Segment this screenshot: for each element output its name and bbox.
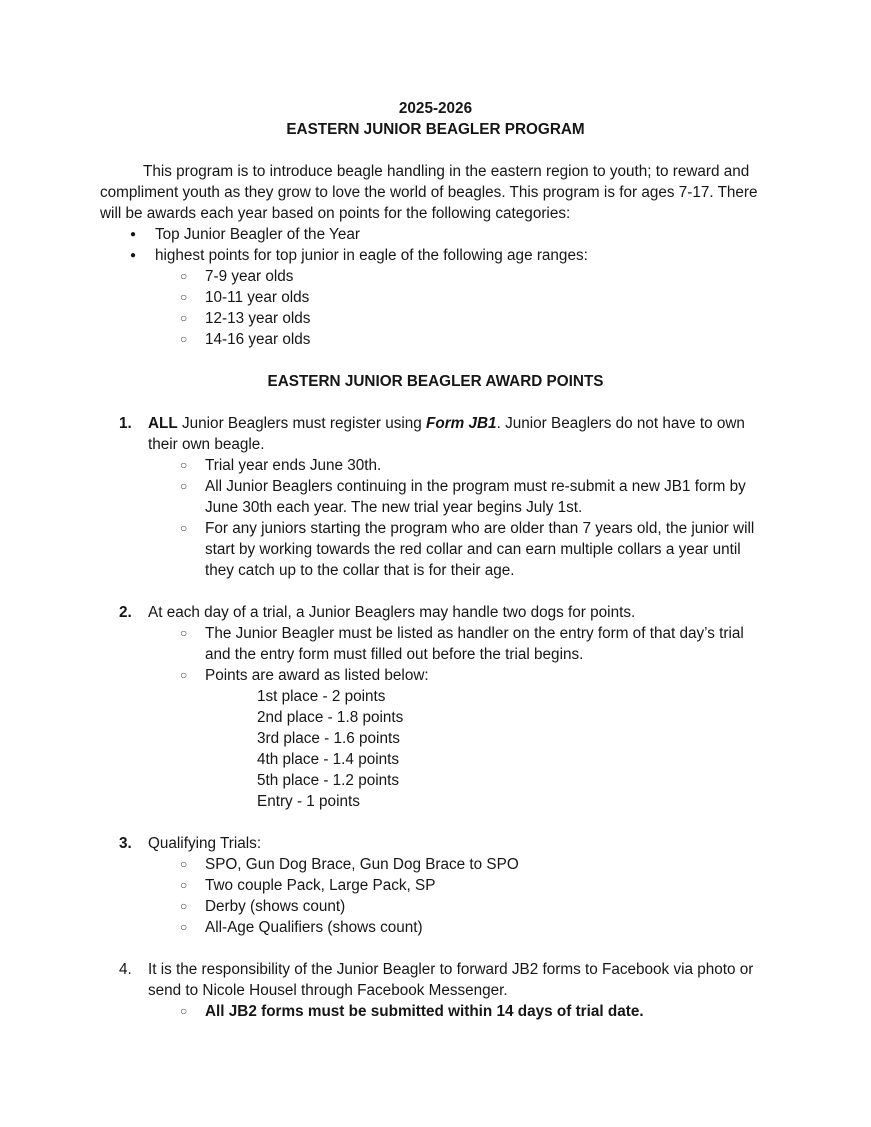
item-text: It is the responsibility of the Junior Beagler to forward JB2 forms to Facebook via photo or send to Nicole Housel through Facebook Messenger. (148, 961, 754, 999)
hollow-bullet-icon: ○ (180, 269, 188, 283)
numbered-item-4 (100, 959, 771, 1001)
hollow-bullet-icon: ○ (180, 899, 188, 913)
item-number: 1. (119, 415, 132, 432)
points-line: 1st place - 2 points (257, 688, 386, 705)
list-item (100, 224, 771, 245)
list-item-label: 12-13 year olds (205, 310, 311, 327)
list-item-label: 7-9 year olds (205, 268, 294, 285)
list-item (100, 917, 771, 938)
list-item (100, 1001, 771, 1022)
hollow-bullet-icon: ○ (180, 626, 188, 640)
points-line: 3rd place - 1.6 points (257, 730, 400, 747)
list-item (100, 518, 771, 581)
points-line: 5th place - 1.2 points (257, 772, 400, 789)
list-item (100, 854, 771, 875)
hollow-bullet-icon: ○ (180, 290, 188, 304)
numbered-item-2 (100, 602, 771, 623)
list-item-label: 14-16 year olds (205, 331, 311, 348)
hollow-bullet-icon: ○ (180, 920, 188, 934)
list-item-label: Top Junior Beagler of the Year (155, 226, 360, 243)
hollow-bullet-icon: ○ (180, 857, 188, 871)
filled-bullet-icon: ● (130, 250, 137, 261)
list-item-label: Two couple Pack, Large Pack, SP (205, 877, 436, 894)
list-item-label: All Junior Beaglers continuing in the program must re-submit a new JB1 form by June 30th each year. The new trial year begins July 1st. (205, 478, 746, 516)
list-item (100, 896, 771, 917)
hollow-bullet-icon: ○ (180, 311, 188, 325)
hollow-bullet-icon: ○ (180, 521, 188, 535)
points-line: 2nd place - 1.8 points (257, 709, 404, 726)
item-text: Qualifying Trials: (148, 835, 262, 852)
document-title-year: 2025-2026 (398, 100, 473, 117)
intro-paragraph: This program is to introduce beagle handling in the eastern region to youth; to reward and compliment youth as they grow to love the world of beagles. This program is for ages 7-17. There will be awards each year based on points for the following categories: (100, 163, 758, 222)
item-text-bold: ALL (148, 415, 178, 432)
list-item (100, 665, 771, 686)
points-line: Entry - 1 points (257, 793, 360, 810)
section-heading: EASTERN JUNIOR BEAGLER AWARD POINTS (267, 373, 604, 390)
item-text-bold-italic: Form JB1 (426, 415, 497, 432)
hollow-bullet-icon: ○ (180, 458, 188, 472)
list-item (100, 308, 771, 329)
list-item-label: All JB2 forms must be submitted within 14 days of trial date. (205, 1003, 644, 1020)
item-number: 3. (119, 835, 132, 852)
item-text: Junior Beaglers must register using (177, 415, 427, 432)
list-item (100, 266, 771, 287)
list-item-label: Trial year ends June 30th. (205, 457, 382, 474)
hollow-bullet-icon: ○ (180, 878, 188, 892)
list-item (100, 875, 771, 896)
list-item (100, 245, 771, 266)
item-number: 2. (119, 604, 132, 621)
list-item (100, 455, 771, 476)
item-number: 4. (119, 961, 132, 978)
list-item-label: For any juniors starting the program who are older than 7 years old, the junior will start by working towards the red collar and can earn multiple collars a year until they catch up to the collar that is for their age. (205, 520, 755, 579)
list-item (100, 329, 771, 350)
hollow-bullet-icon: ○ (180, 479, 188, 493)
points-line: 4th place - 1.4 points (257, 751, 400, 768)
list-item (100, 476, 771, 518)
item-text: . Junior Beaglers do not have to own their own beagle. (148, 415, 745, 453)
hollow-bullet-icon: ○ (180, 1004, 188, 1018)
hollow-bullet-icon: ○ (180, 668, 188, 682)
list-item-label: highest points for top junior in eagle of the following age ranges: (155, 247, 588, 264)
list-item-label: Derby (shows count) (205, 898, 346, 915)
list-item (100, 623, 771, 665)
list-item (100, 287, 771, 308)
numbered-item-3 (100, 833, 771, 854)
list-item-label: Points are award as listed below: (205, 667, 429, 684)
document-title-program: EASTERN JUNIOR BEAGLER PROGRAM (286, 121, 585, 138)
list-item-label: The Junior Beagler must be listed as handler on the entry form of that day’s trial and the entry form must filled out before the trial begins. (205, 625, 744, 663)
numbered-item-1 (100, 413, 771, 455)
list-item-label: SPO, Gun Dog Brace, Gun Dog Brace to SPO (205, 856, 519, 873)
filled-bullet-icon: ● (130, 229, 137, 240)
list-item-label: 10-11 year olds (205, 289, 310, 306)
item-text: At each day of a trial, a Junior Beaglers may handle two dogs for points. (148, 604, 636, 621)
list-item-label: All-Age Qualifiers (shows count) (205, 919, 423, 936)
hollow-bullet-icon: ○ (180, 332, 188, 346)
